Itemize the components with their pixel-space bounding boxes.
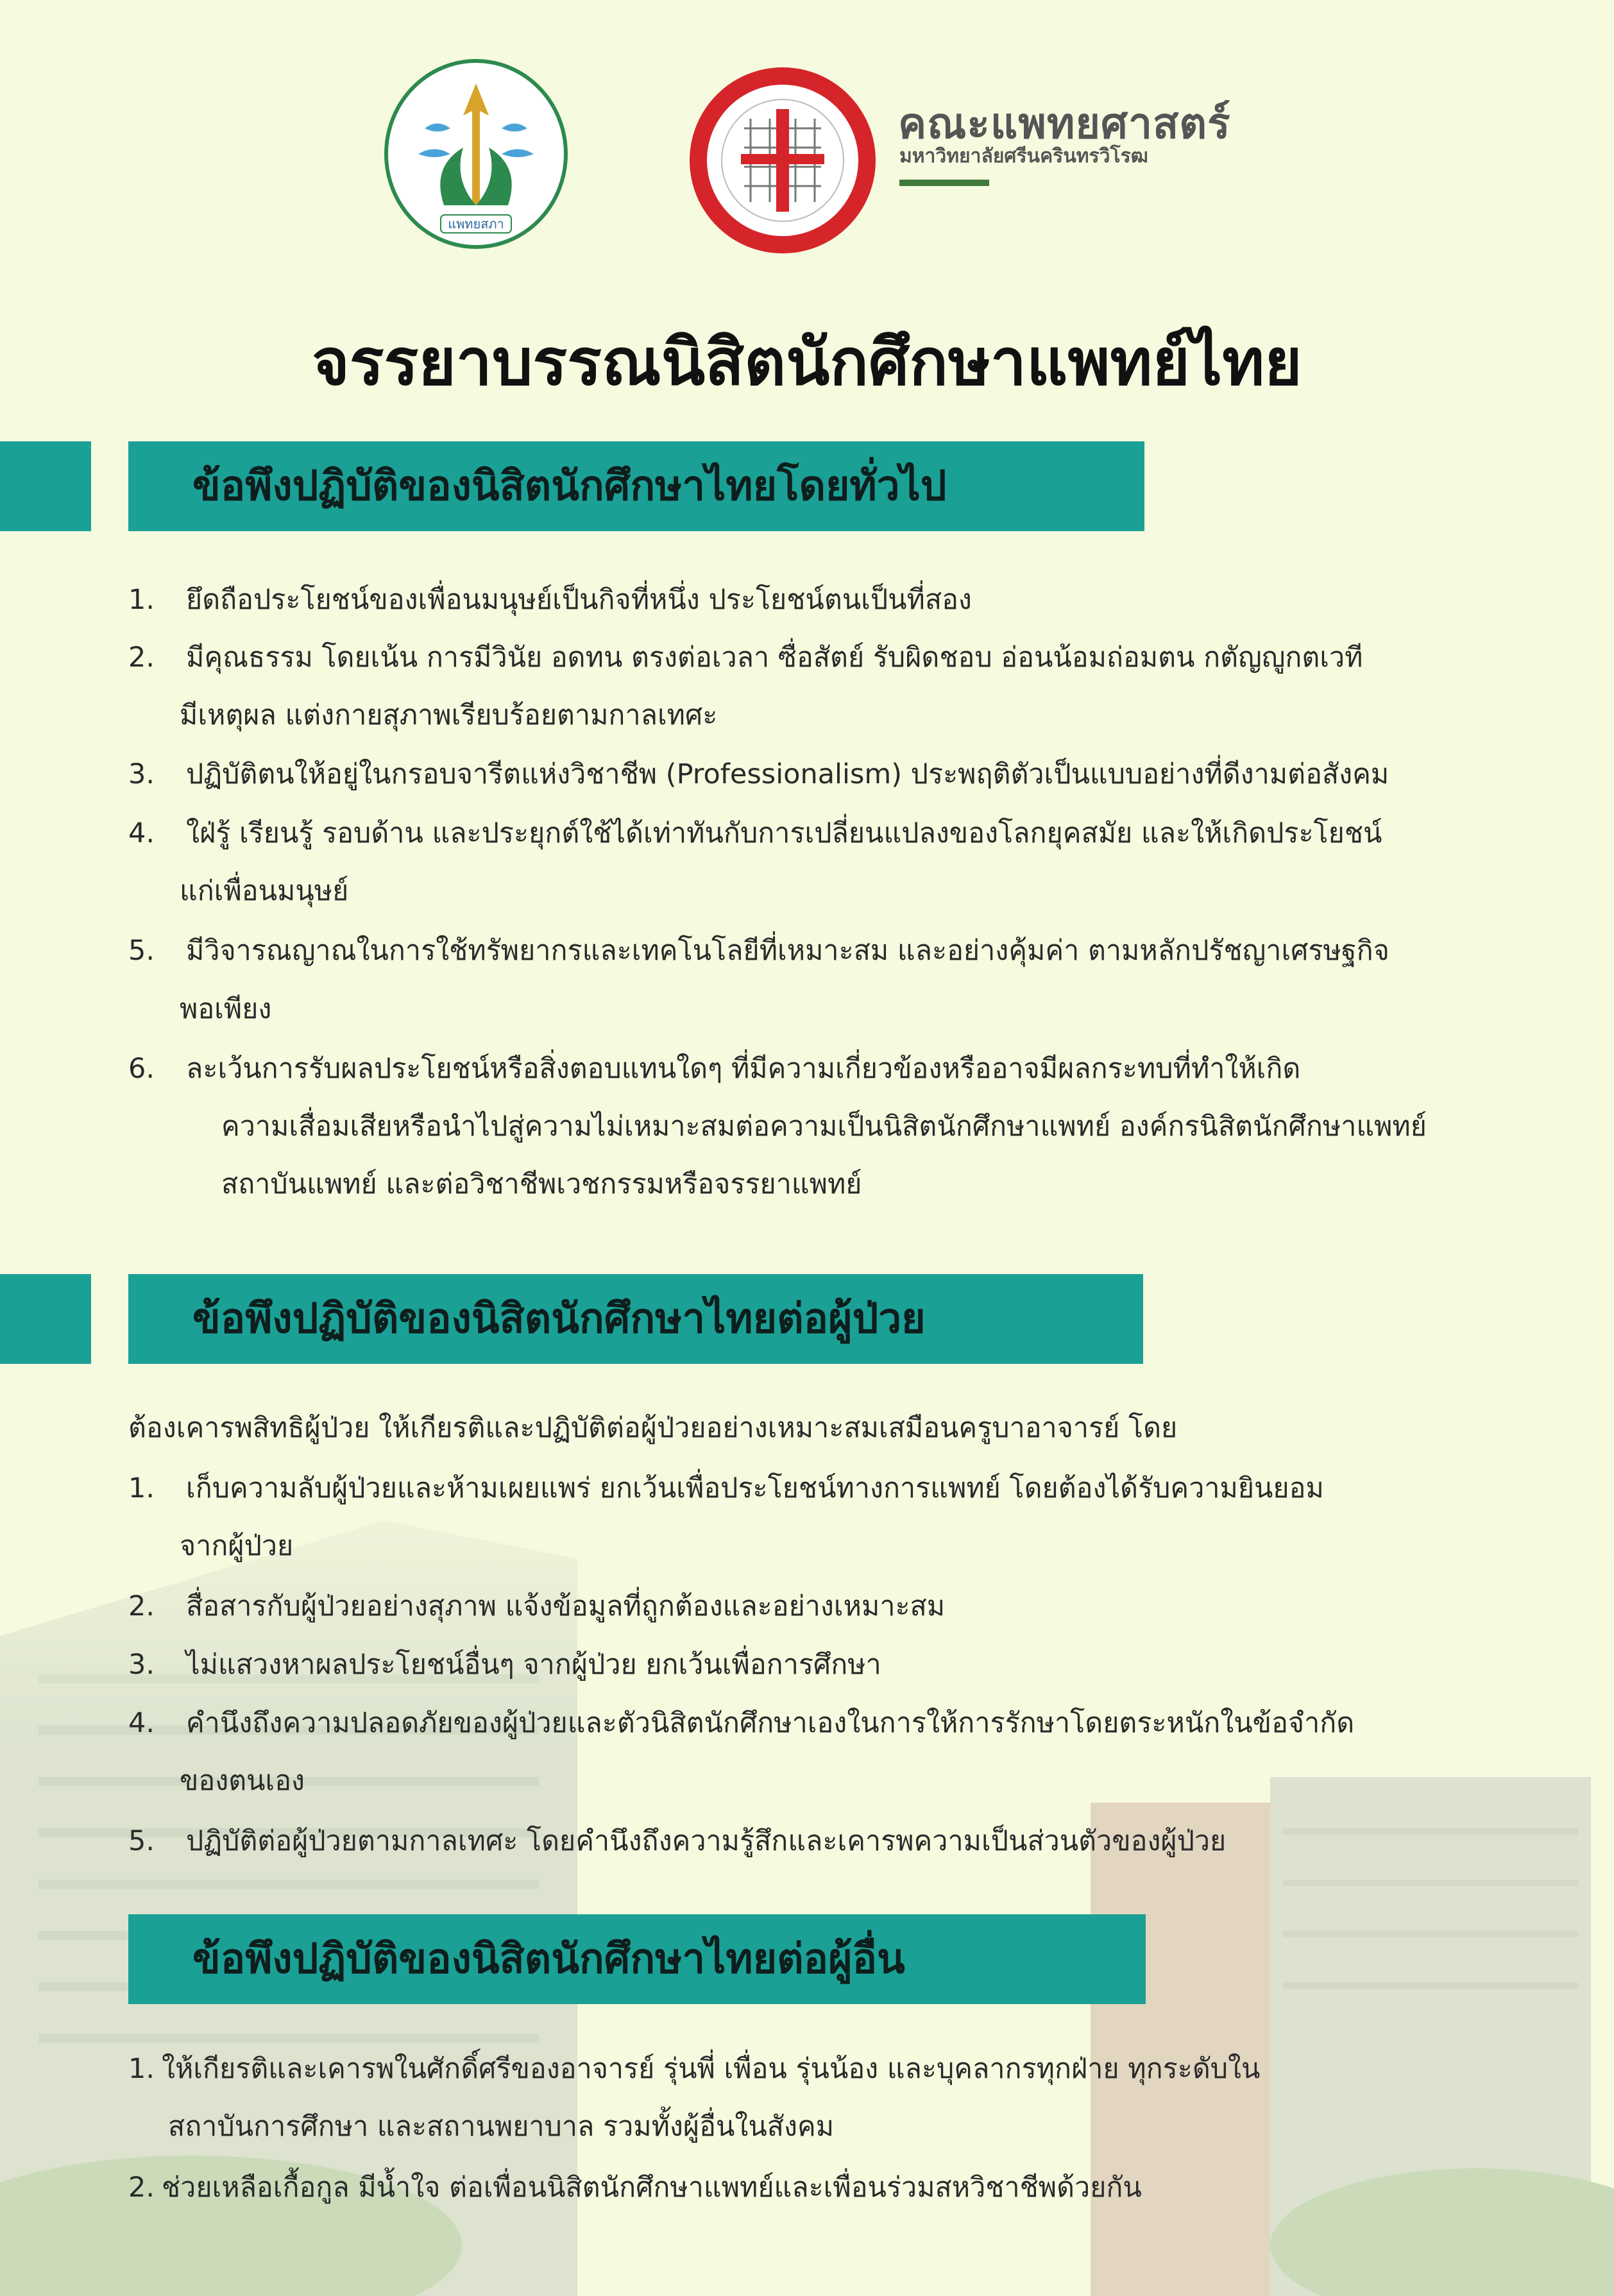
faculty-name: คณะแพทยศาสตร์: [898, 99, 1231, 148]
list-item-line: ของตนเอง: [180, 1765, 305, 1797]
list-item-number: 6.: [128, 1053, 155, 1085]
list-item-number: 3.: [128, 758, 155, 790]
list-item-line: ให้เกียรติและเคารพในศักดิ์ศรีของอาจารย์ รุ่นพี่ เพื่อน รุ่นน้อง และบุคลากรทุกฝ่าย ทุกระดับใน: [162, 2053, 1261, 2085]
list-item-line: คำนึงถึงความปลอดภัยของผู้ป่วยและตัวนิสิตนักศึกษาเองในการให้การรักษาโดยตระหนักในข้อจำกัด: [186, 1707, 1355, 1739]
list-item-number: 2.: [128, 2172, 155, 2204]
faculty-seal-logo-icon: [686, 64, 879, 257]
section-1-marker: [0, 441, 91, 531]
list-item-line: สื่อสารกับผู้ป่วยอย่างสุภาพ แจ้งข้อมูลที่ถูกต้องและอย่างเหมาะสม: [186, 1590, 946, 1622]
list-item-number: 2.: [128, 1590, 155, 1622]
list-item-line: ละเว้นการรับผลประโยชน์หรือสิ่งตอบแทนใดๆ ที่มีความเกี่ยวข้องหรืออาจมีผลกระทบที่ทำให้เกิด: [186, 1053, 1301, 1085]
list-item-line: ปฏิบัติตนให้อยู่ในกรอบจารีตแห่งวิชาชีพ (Professionalism) ประพฤติตัวเป็นแบบอย่างที่ดีงามต่อสังคม: [186, 758, 1389, 790]
svg-text:แพทยสภา: แพทยสภา: [448, 216, 504, 232]
list-item-line: ยึดถือประโยชน์ของเพื่อนมนุษย์เป็นกิจที่หนึ่ง ประโยชน์ตนเป็นที่สอง: [186, 584, 972, 616]
list-item-line: เก็บความลับผู้ป่วยและห้ามเผยแพร่ ยกเว้นเพื่อประโยชน์ทางการแพทย์ โดยต้องได้รับความยินยอม: [186, 1472, 1324, 1504]
list-item-line: ใฝ่รู้ เรียนรู้ รอบด้าน และประยุกต์ใช้ได้เท่าทันกับการเปลี่ยนแปลงของโลกยุคสมัย และให้เกิดประโยชน์: [186, 817, 1382, 849]
list-item-line: ช่วยเหลือเกื้อกูล มีน้ำใจ ต่อเพื่อนนิสิตนักศึกษาแพทย์และเพื่อนร่วมสหวิชาชีพด้วยกัน: [162, 2172, 1142, 2204]
list-item-number: 1.: [128, 584, 155, 616]
list-item-number: 4.: [128, 817, 155, 849]
list-item-line: แก่เพื่อนมนุษย์: [180, 875, 349, 907]
section-2-intro: ต้องเคารพสิทธิผู้ป่วย ให้เกียรติและปฏิบัติต่อผู้ป่วยอย่างเหมาะสมเสมือนครูบาอาจารย์ โดย: [128, 1412, 1178, 1444]
list-item-line: ไม่แสวงหาผลประโยชน์อื่นๆ จากผู้ป่วย ยกเว้นเพื่อการศึกษา: [186, 1649, 881, 1681]
list-item-line: มีวิจารณญาณในการใช้ทรัพยากรและเทคโนโลยีที่เหมาะสม และอย่างคุ้มค่า ตามหลักปรัชญาเศรษฐกิจ: [186, 935, 1389, 967]
green-underline: [899, 180, 989, 186]
section-2-marker: [0, 1274, 91, 1364]
university-name: มหาวิทยาลัยศรีนครินทรวิโรฒ: [899, 145, 1148, 167]
section-2-title: ข้อพึงปฏิบัติของนิสิตนักศึกษาไทยต่อผู้ป่วย: [192, 1295, 926, 1343]
list-item-number: 1.: [128, 2053, 155, 2085]
list-item-line: สถาบันแพทย์ และต่อวิชาชีพเวชกรรมหรือจรรยาแพทย์: [221, 1168, 862, 1200]
list-item-number: 5.: [128, 935, 155, 967]
header-logos: [0, 51, 1614, 257]
list-item-line: พอเพียง: [180, 993, 272, 1025]
section-1-title: ข้อพึงปฏิบัติของนิสิตนักศึกษาไทยโดยทั่วไป: [192, 463, 947, 510]
page-title: จรรยาบรรณนิสิตนักศึกษาแพทย์ไทย: [312, 325, 1302, 400]
list-item-line: มีคุณธรรม โดยเน้น การมีวินัย อดทน ตรงต่อเวลา ซื่อสัตย์ รับผิดชอบ อ่อนน้อมถ่อมตน กตัญญูกตเวที: [186, 642, 1363, 674]
list-item-line: มีเหตุผล แต่งกายสุภาพเรียบร้อยตามกาลเทศะ: [180, 699, 718, 731]
list-item-number: 4.: [128, 1707, 155, 1739]
list-item-line: ความเสื่อมเสียหรือนำไปสู่ความไม่เหมาะสมต่อความเป็นนิสิตนักศึกษาแพทย์ องค์กรนิสิตนักศึกษาแพทย์: [221, 1110, 1427, 1143]
section-3-title: ข้อพึงปฏิบัติของนิสิตนักศึกษาไทยต่อผู้อื่น: [192, 1935, 905, 1983]
list-item-line: จากผู้ป่วย: [180, 1530, 294, 1562]
list-item-number: 1.: [128, 1472, 155, 1504]
list-item-number: 2.: [128, 642, 155, 674]
list-item-number: 3.: [128, 1649, 155, 1681]
list-item-number: 5.: [128, 1825, 155, 1857]
list-item-line: สถาบันการศึกษา และสถานพยาบาล รวมทั้งผู้อื่นในสังคม: [168, 2111, 835, 2143]
medical-council-logo-icon: [380, 58, 572, 257]
list-item-line: ปฏิบัติต่อผู้ป่วยตามกาลเทศะ โดยคำนึงถึงความรู้สึกและเคารพความเป็นส่วนตัวของผู้ป่วย: [186, 1825, 1227, 1857]
